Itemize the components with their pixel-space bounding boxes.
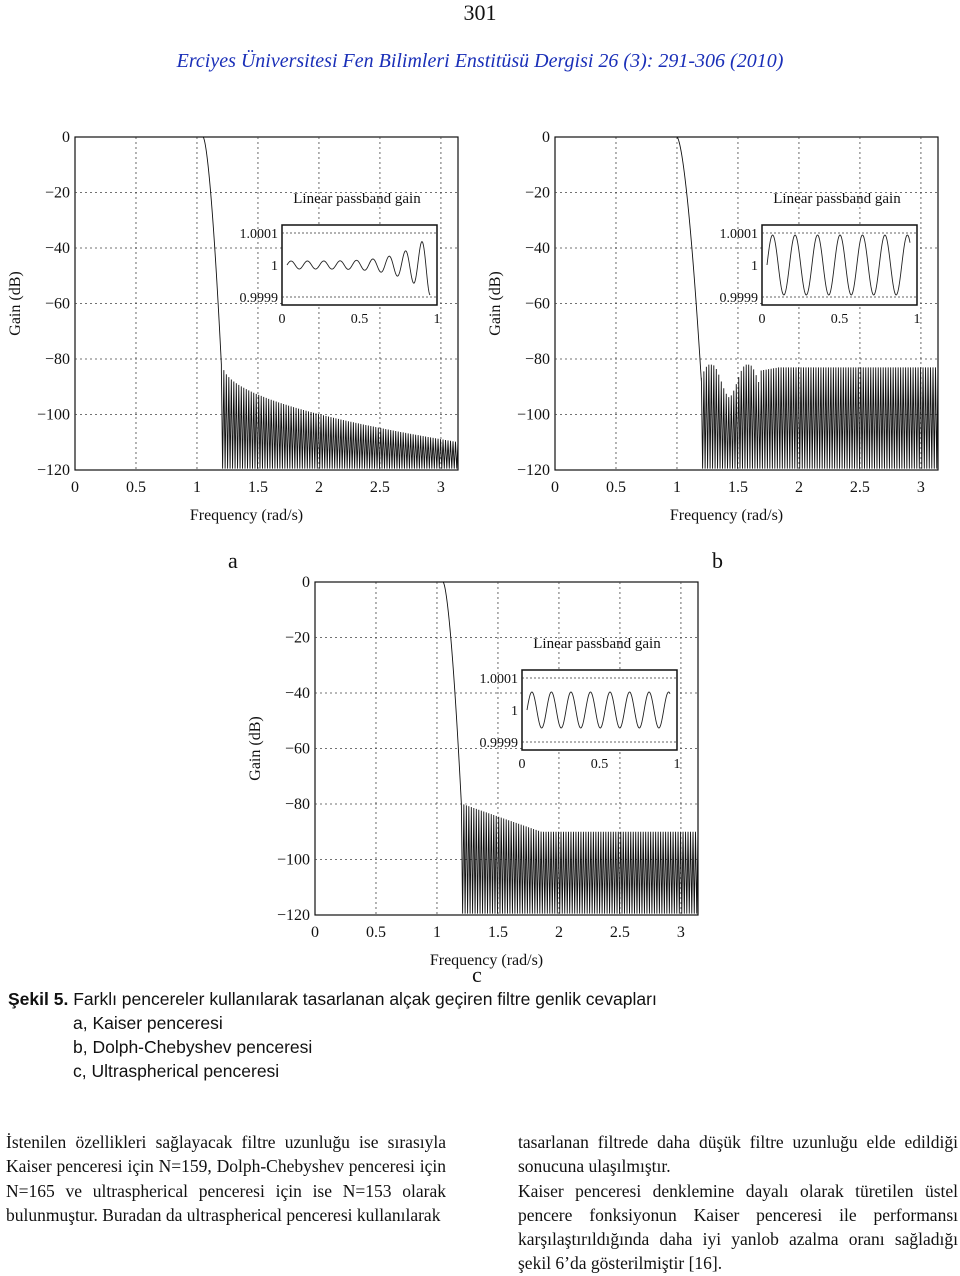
inset-x-tick: 1 [913,312,921,327]
inset-title: Linear passband gain [293,191,421,207]
y-tick-label: −100 [516,406,550,424]
inset-x-tick: 1 [673,757,681,772]
panel-letter-a: a [228,548,238,573]
body-paragraph-left: İstenilen özellikleri sağlayacak filtre uzunluğu ise sırasıyla Kaiser penceresi için N=159, Dolph-Chebyshev penceresi için N=165 ve ultraspherical penceresi için ise N=153 olarak bulunmuştur. Buradan da ultraspherical penceresi kullanılarak [6,1132,446,1225]
x-tick-label: 3 [916,479,925,496]
inset-x-tick: 0 [758,312,766,327]
inset-y-tick: 1 [511,704,518,719]
y-tick-label: −100 [36,406,70,424]
x-axis-label: Frequency (rad/s) [429,952,544,969]
x-tick-label: 2 [794,479,803,496]
inset-y-tick: 1.0001 [239,227,278,242]
caption-item-c: c, Ultraspherical penceresi [73,1061,280,1081]
page-number: 301 [463,0,497,25]
x-axis-label: Frequency (rad/s) [189,507,304,524]
y-axis-label: Gain (dB) [7,271,24,336]
inset-x-tick: 1 [433,312,441,327]
figure-caption [8,987,657,1083]
y-tick-label: −20 [524,184,550,202]
y-axis-label: Gain (dB) [487,271,504,336]
x-tick-label: 2.5 [849,479,870,496]
inset-x-tick: 0.5 [830,312,849,327]
inset-title: Linear passband gain [533,636,661,652]
x-tick-label: 0.5 [125,479,146,496]
x-tick-label: 1 [672,479,681,496]
x-tick-label: 0.5 [365,924,386,941]
chart-panel-a [0,125,470,535]
y-tick-label: −80 [524,351,550,368]
caption-text: Farklı pencereler kullanılarak tasarlanan alçak geçiren filtre genlik cevapları [68,989,657,1009]
inset-x-tick: 0.5 [590,757,609,772]
y-tick-label: 0 [302,574,310,591]
x-tick-label: 2 [314,479,323,496]
y-axis-label: Gain (dB) [247,716,264,781]
inset-y-tick: 1.0001 [479,672,518,687]
y-tick-label: −40 [284,685,310,702]
y-tick-label: −40 [524,240,550,257]
x-tick-label: 3 [676,924,685,941]
x-axis-label: Frequency (rad/s) [669,507,784,524]
y-tick-label: −20 [44,184,70,202]
inset-y-tick: 1.0001 [719,227,758,242]
y-tick-label: −120 [276,907,310,924]
inset-x-tick: 0 [278,312,286,327]
x-tick-label: 1.5 [487,924,508,941]
journal-header: Erciyes Üniversitesi Fen Bilimleri Enstitüsü Dergisi 26 (3): 291-306 (2010) [176,50,784,72]
x-tick-label: 2.5 [369,479,390,496]
y-tick-label: −20 [284,629,310,647]
x-tick-label: 3 [436,479,445,496]
x-tick-label: 1 [192,479,201,496]
chart-panel-c [240,570,710,970]
inset-y-tick: 1 [271,259,278,274]
inset-x-tick: 0.5 [350,312,369,327]
y-tick-label: 0 [62,129,70,146]
y-tick-label: −100 [276,851,310,869]
inset-frame [282,225,437,305]
x-tick-label: 2 [554,924,563,941]
y-tick-label: −40 [44,240,70,257]
body-paragraph-right-2: Kaiser penceresi denklemine dayalı olarak türetilen üstel pencere fonksiyonun Kaiser penceresi ile performansı karşılaştırıldığında daha iyi yanlob azalma oranı sağladığı şekil 6’da gösterilmiştir [16]. [518,1180,958,1274]
x-tick-label: 0 [311,924,319,941]
panel-letter-b: b [712,548,723,573]
x-tick-label: 1.5 [727,479,748,496]
inset-y-tick: 0.9999 [479,736,518,751]
y-tick-label: −60 [44,295,70,313]
x-tick-label: 0 [71,479,79,496]
x-tick-label: 2.5 [609,924,630,941]
body-column-right [518,1130,958,1276]
inset-y-tick: 1 [751,259,758,274]
y-tick-label: −60 [284,740,310,758]
y-tick-label: 0 [542,129,550,146]
inset-y-tick: 0.9999 [719,291,758,306]
x-tick-label: 1 [432,924,441,941]
y-tick-label: −120 [36,462,70,479]
x-tick-label: 0 [551,479,559,496]
caption-lead: Şekil 5. [8,989,69,1009]
x-tick-label: 1.5 [247,479,268,496]
inset-title: Linear passband gain [773,191,901,207]
chart-panel-b [480,125,950,535]
y-tick-label: −120 [516,462,550,479]
caption-item-b: b, Dolph-Chebyshev penceresi [73,1037,313,1057]
caption-item-a: a, Kaiser penceresi [73,1013,223,1033]
body-column-left [6,1130,446,1227]
body-paragraph-right-1: tasarlanan filtrede daha düşük filtre uzunluğu elde edildiği sonucuna ulaşılmıştır. [518,1132,958,1177]
y-tick-label: −80 [44,351,70,368]
inset-y-tick: 0.9999 [239,291,278,306]
panel-letter-c: c [472,962,482,987]
x-tick-label: 0.5 [605,479,626,496]
inset-x-tick: 0 [518,757,526,772]
y-tick-label: −60 [524,295,550,313]
y-tick-label: −80 [284,796,310,813]
